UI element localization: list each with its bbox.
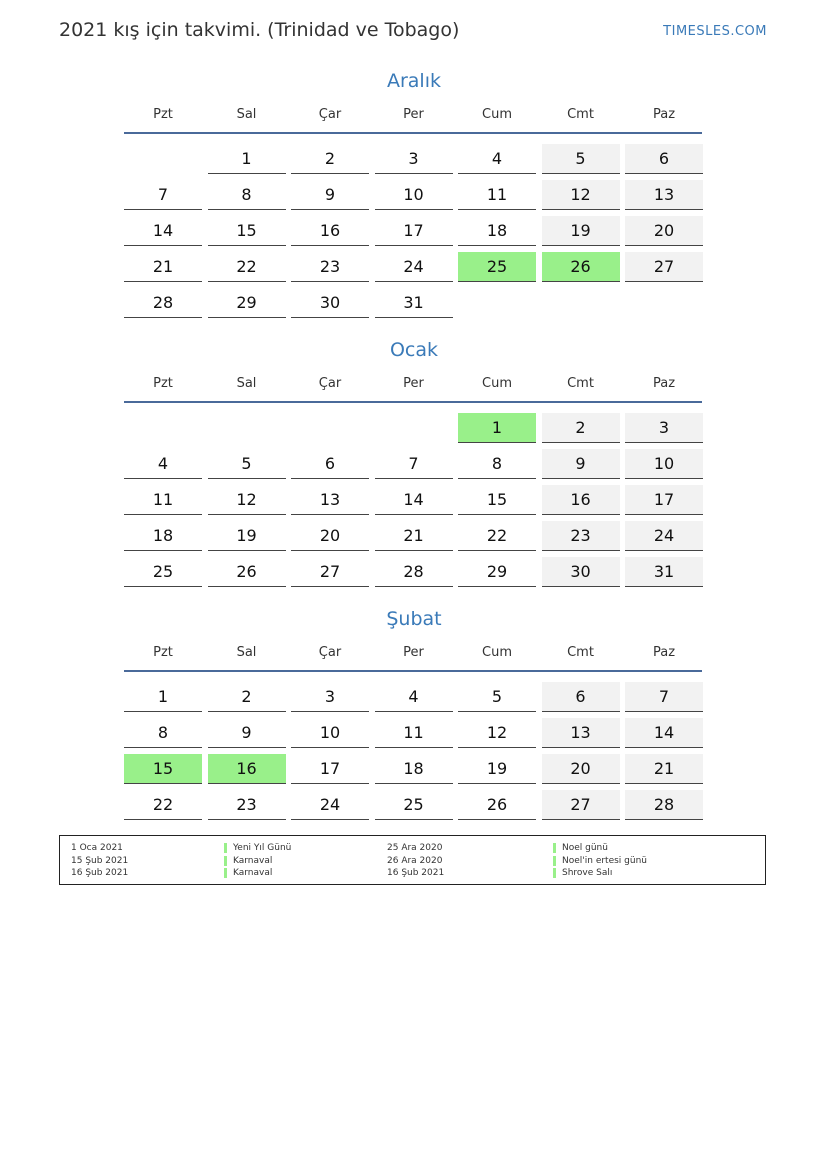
day-cell[interactable]: 31 — [625, 557, 703, 587]
day-cell[interactable]: 6 — [542, 682, 620, 712]
day-cell[interactable]: 22 — [458, 521, 536, 551]
day-cell[interactable]: 7 — [625, 682, 703, 712]
day-cell[interactable]: 6 — [291, 449, 369, 479]
day-cell[interactable]: 12 — [208, 485, 286, 515]
day-cell[interactable]: 19 — [458, 754, 536, 784]
day-cell[interactable]: 27 — [291, 557, 369, 587]
day-cell[interactable]: 18 — [458, 216, 536, 246]
legend-holiday-name: Yeni Yıl Günü — [224, 843, 291, 853]
day-cell[interactable]: 12 — [542, 180, 620, 210]
day-cell[interactable]: 2 — [291, 144, 369, 174]
day-cell[interactable]: 22 — [208, 252, 286, 282]
day-cell[interactable]: 19 — [542, 216, 620, 246]
day-cell[interactable]: 5 — [458, 682, 536, 712]
holiday-legend — [59, 835, 766, 885]
day-cell[interactable]: 9 — [542, 449, 620, 479]
day-cell[interactable]: 2 — [542, 413, 620, 443]
day-cell[interactable]: 30 — [542, 557, 620, 587]
day-cell[interactable]: 4 — [124, 449, 202, 479]
day-cell[interactable]: 10 — [291, 718, 369, 748]
day-cell[interactable]: 1 — [208, 144, 286, 174]
weekday-label: Çar — [318, 376, 342, 391]
legend-date: 26 Ara 2020 — [387, 855, 443, 866]
day-cell[interactable]: 6 — [625, 144, 703, 174]
weekday-label: Cum — [482, 107, 512, 122]
day-cell[interactable]: 22 — [124, 790, 202, 820]
day-cell[interactable]: 4 — [458, 144, 536, 174]
day-cell[interactable]: 1 — [124, 682, 202, 712]
weekday-label: Sal — [236, 107, 257, 122]
day-cell[interactable]: 13 — [542, 718, 620, 748]
day-cell[interactable]: 19 — [208, 521, 286, 551]
month-name: Aralık — [386, 70, 441, 92]
day-cell[interactable]: 29 — [458, 557, 536, 587]
legend-date: 16 Şub 2021 — [387, 868, 445, 878]
legend-holiday-name: Noel günü — [553, 843, 608, 853]
weekday-label: Cmt — [567, 107, 594, 122]
day-cell[interactable]: 27 — [542, 790, 620, 820]
month-name: Şubat — [386, 608, 442, 630]
legend-holiday-name: Karnaval — [224, 856, 272, 866]
weekday-header-row — [124, 107, 704, 127]
day-cell[interactable]: 24 — [375, 252, 453, 282]
legend-holiday-name: Karnaval — [224, 868, 272, 878]
holiday-day-cell[interactable]: 26 — [542, 252, 620, 282]
day-cell[interactable]: 8 — [208, 180, 286, 210]
day-cell[interactable]: 11 — [458, 180, 536, 210]
weekday-label: Paz — [652, 107, 676, 122]
day-cell[interactable]: 16 — [542, 485, 620, 515]
day-cell[interactable]: 20 — [291, 521, 369, 551]
day-cell[interactable]: 11 — [375, 718, 453, 748]
header-divider — [124, 670, 702, 672]
legend-date: 15 Şub 2021 — [71, 855, 129, 866]
day-cell[interactable]: 13 — [291, 485, 369, 515]
legend-date: 1 Oca 2021 — [71, 843, 123, 853]
day-cell[interactable]: 11 — [124, 485, 202, 515]
day-cell[interactable]: 8 — [458, 449, 536, 479]
day-cell[interactable]: 26 — [458, 790, 536, 820]
holiday-day-cell[interactable]: 25 — [458, 252, 536, 282]
weekday-label: Çar — [318, 645, 342, 660]
holiday-day-cell[interactable]: 16 — [208, 754, 286, 784]
weekday-label: Cum — [482, 645, 512, 660]
day-cell[interactable]: 15 — [208, 216, 286, 246]
weekday-label: Cum — [482, 376, 512, 391]
day-cell[interactable]: 20 — [542, 754, 620, 784]
day-cell[interactable]: 25 — [124, 557, 202, 587]
day-cell[interactable]: 29 — [208, 288, 286, 318]
legend-date: 16 Şub 2021 — [71, 868, 129, 878]
weekday-label: Sal — [236, 645, 257, 660]
legend-date: 25 Ara 2020 — [387, 843, 443, 853]
day-cell[interactable]: 5 — [208, 449, 286, 479]
day-cell[interactable]: 7 — [124, 180, 202, 210]
brand-logo-text[interactable]: TIMESLES.COM — [663, 24, 767, 39]
day-cell[interactable]: 4 — [375, 682, 453, 712]
day-cell[interactable]: 9 — [291, 180, 369, 210]
weekday-label: Paz — [652, 645, 676, 660]
day-cell[interactable]: 14 — [625, 718, 703, 748]
month-name: Ocak — [389, 339, 439, 361]
weekday-label: Çar — [318, 107, 342, 122]
day-cell[interactable]: 12 — [458, 718, 536, 748]
weekday-label: Cmt — [567, 376, 594, 391]
day-cell[interactable]: 30 — [291, 288, 369, 318]
day-cell[interactable]: 27 — [625, 252, 703, 282]
day-cell[interactable]: 13 — [625, 180, 703, 210]
day-cell[interactable]: 14 — [375, 485, 453, 515]
day-cell[interactable]: 14 — [124, 216, 202, 246]
day-cell[interactable]: 16 — [291, 216, 369, 246]
day-cell[interactable]: 28 — [124, 288, 202, 318]
day-cell[interactable]: 9 — [208, 718, 286, 748]
header-divider — [124, 132, 702, 134]
day-cell[interactable]: 10 — [625, 449, 703, 479]
day-cell[interactable]: 23 — [208, 790, 286, 820]
day-cell[interactable]: 17 — [375, 216, 453, 246]
weekday-header-row — [124, 376, 704, 396]
weekday-label: Pzt — [153, 376, 173, 391]
day-cell[interactable]: 8 — [124, 718, 202, 748]
legend-holiday-name: Shrove Salı — [553, 868, 612, 878]
weekday-header-row — [124, 645, 704, 665]
weekday-label: Cmt — [567, 645, 594, 660]
day-cell[interactable]: 3 — [291, 682, 369, 712]
day-cell[interactable]: 2 — [208, 682, 286, 712]
day-cell[interactable]: 21 — [375, 521, 453, 551]
day-cell[interactable]: 20 — [625, 216, 703, 246]
day-cell[interactable]: 7 — [375, 449, 453, 479]
day-cell[interactable]: 5 — [542, 144, 620, 174]
day-cell[interactable]: 3 — [375, 144, 453, 174]
day-cell[interactable]: 25 — [375, 790, 453, 820]
day-cell[interactable]: 18 — [124, 521, 202, 551]
day-cell[interactable]: 31 — [375, 288, 453, 318]
day-cell[interactable]: 15 — [458, 485, 536, 515]
day-cell[interactable]: 26 — [208, 557, 286, 587]
day-cell[interactable]: 23 — [542, 521, 620, 551]
day-cell[interactable]: 3 — [625, 413, 703, 443]
day-cell[interactable]: 28 — [625, 790, 703, 820]
day-cell[interactable]: 24 — [291, 790, 369, 820]
day-cell[interactable]: 17 — [625, 485, 703, 515]
day-cell[interactable]: 10 — [375, 180, 453, 210]
weekday-label: Paz — [652, 376, 676, 391]
day-cell[interactable]: 18 — [375, 754, 453, 784]
day-cell[interactable]: 21 — [124, 252, 202, 282]
day-cell[interactable]: 24 — [625, 521, 703, 551]
weekday-label: Pzt — [153, 645, 173, 660]
page-title: 2021 kış için takvimi. (Trinidad ve Tobago) — [59, 19, 460, 41]
day-cell[interactable]: 23 — [291, 252, 369, 282]
weekday-label: Sal — [236, 376, 257, 391]
weekday-label: Per — [403, 645, 424, 660]
holiday-day-cell[interactable]: 15 — [124, 754, 202, 784]
weekday-label: Per — [403, 376, 424, 391]
holiday-day-cell[interactable]: 1 — [458, 413, 536, 443]
header-divider — [124, 401, 702, 403]
day-cell[interactable]: 17 — [291, 754, 369, 784]
weekday-label: Pzt — [153, 107, 173, 122]
day-cell[interactable]: 21 — [625, 754, 703, 784]
legend-holiday-name: Noel'in ertesi günü — [553, 856, 647, 866]
weekday-label: Per — [403, 107, 424, 122]
day-cell[interactable]: 28 — [375, 557, 453, 587]
